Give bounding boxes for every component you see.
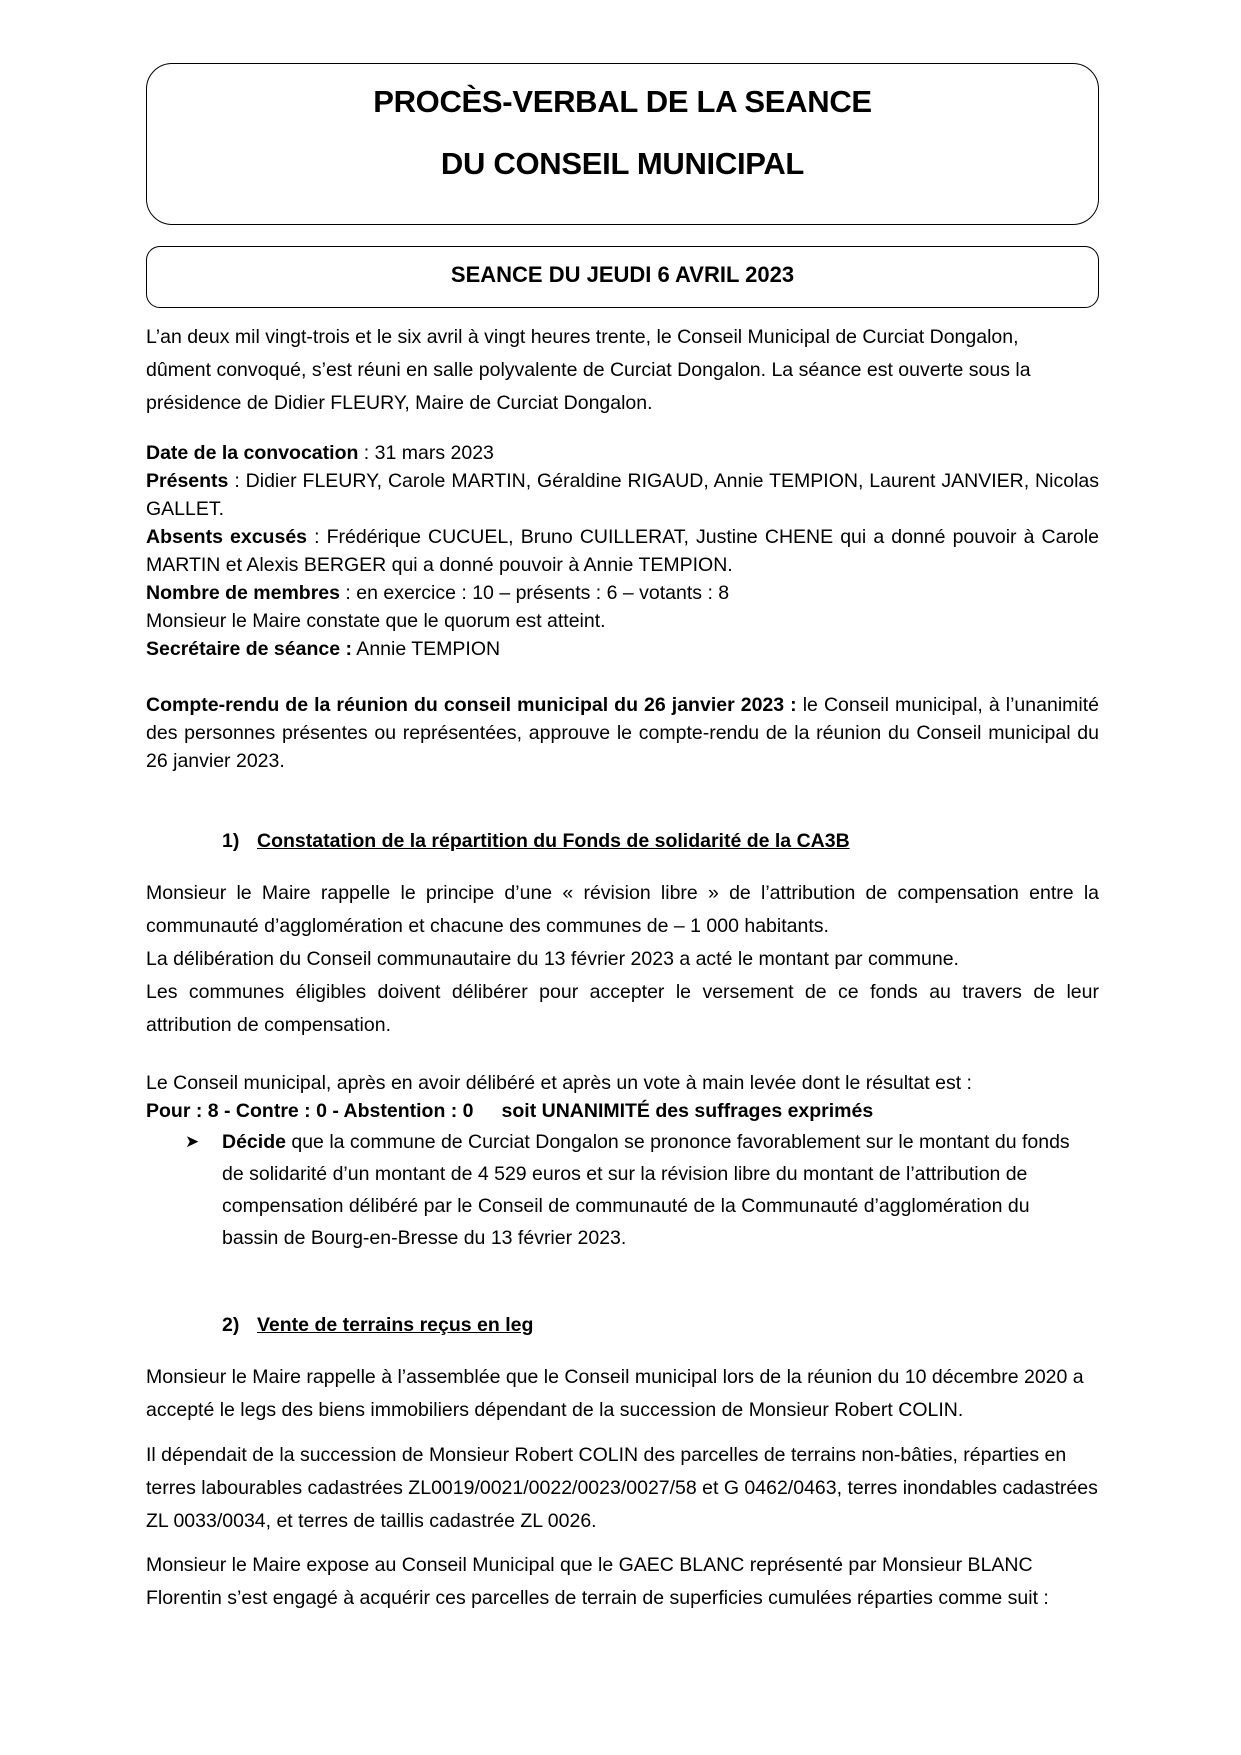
intro-line: L’an deux mil vingt-trois et le six avril à vingt heures trente, le Conseil Municipal de Curciat Dongalon,	[146, 326, 1019, 348]
minutes-approval-text: le Conseil municipal, à l’unanimité des personnes présentes ou représentées, approuve le compte-rendu de la réunion du Conseil municipal du 26 janvier 2023.	[146, 694, 1099, 772]
section2-paragraph: Monsieur le Maire rappelle à l’assemblée que le Conseil municipal lors de la réunion du 10 décembre 2020 a accepté le legs des biens immobiliers dépendant de la succession de Monsieur Robert COLIN.	[146, 1366, 1084, 1421]
present-label: Présents	[146, 470, 229, 492]
convocation-value: : 31 mars 2023	[358, 442, 494, 464]
section1-paragraph: La délibération du Conseil communautaire du 13 février 2023 a acté le montant par commune.	[146, 948, 959, 970]
secretary	[146, 635, 1099, 663]
intro-line: présidence de Didier FLEURY, Maire de Curciat Dongalon.	[146, 392, 653, 414]
section2-number: 2)	[222, 1314, 240, 1336]
arrow-bullet-icon: ➤	[185, 1132, 200, 1151]
document-title-line1: PROCÈS-VERBAL DE LA SEANCE	[373, 84, 872, 119]
decision-text: que la commune de Curciat Dongalon se prononce favorablement sur le montant du fonds de solidarité d’un montant de 4 529 euros et sur la révision libre du montant de l’attribution de compensation délibéré par le Conseil de communauté de la Communauté d’agglomération du bassin de Bourg-en-Bresse du 13 février 2023.	[222, 1131, 1070, 1249]
attendance-block	[146, 439, 1099, 663]
minutes-approval	[146, 691, 1099, 775]
members-value: : en exercice : 10 – présents : 6 – votants : 8	[339, 582, 730, 604]
secretary-label: Secrétaire de séance :	[146, 638, 352, 660]
secretary-value: Annie TEMPION	[351, 638, 501, 660]
quorum-statement: Monsieur le Maire constate que le quorum est atteint.	[146, 610, 606, 632]
decision-text-block	[222, 1126, 1084, 1254]
vote-result: Pour : 8 - Contre : 0 - Abstention : 0	[146, 1100, 474, 1122]
members-label: Nombre de membres	[146, 582, 340, 604]
section2-title: Vente de terrains reçus en leg	[257, 1314, 534, 1336]
section2-paragraph: Il dépendait de la succession de Monsieur Robert COLIN des parcelles de terrains non-bâties, réparties en terres labourables cadastrées ZL0019/0021/0022/0023/0027/58 et G 0462/0463, terres inondables cadastrées ZL 0033/0034, et terres de taillis cadastrée ZL 0026.	[146, 1444, 1098, 1532]
excused-members	[146, 523, 1099, 579]
absent-value: : Frédérique CUCUEL, Bruno CUILLERAT, Justine CHENE qui a donné pouvoir à Carole MARTIN et Alexis BERGER qui a donné pouvoir à Annie TEMPION.	[146, 526, 1099, 576]
intro-line: dûment convoqué, s’est réuni en salle polyvalente de Curciat Dongalon. La séance est ouverte sous la	[146, 359, 1031, 381]
minutes-approval-label: Compte-rendu de la réunion du conseil municipal du 26 janvier 2023 :	[146, 694, 797, 716]
section2-paragraph: Monsieur le Maire expose au Conseil Municipal que le GAEC BLANC représenté par Monsieur BLANC Florentin s’est engagé à acquérir ces parcelles de terrain de superficies cumulées réparties comme suit :	[146, 1554, 1049, 1609]
present-value: : Didier FLEURY, Carole MARTIN, Géraldine RIGAUD, Annie TEMPION, Laurent JANVIER, Nicolas GALLET.	[146, 470, 1099, 520]
vote-intro: Le Conseil municipal, après en avoir délibéré et après un vote à main levée dont le résultat est :	[146, 1072, 972, 1094]
absent-label: Absents excusés	[146, 526, 308, 548]
intro-paragraph	[146, 321, 1099, 420]
section1-title: Constatation de la répartition du Fonds de solidarité de la CA3B	[257, 830, 850, 852]
title-box	[146, 63, 1099, 225]
convocation-date	[146, 439, 1099, 467]
present-members	[146, 467, 1099, 523]
section1-number: 1)	[222, 830, 240, 852]
member-count	[146, 579, 1099, 607]
vote-outcome: soit UNANIMITÉ des suffrages exprimés	[501, 1100, 874, 1122]
session-date: SEANCE DU JEUDI 6 AVRIL 2023	[450, 262, 795, 287]
section1-body	[146, 877, 1099, 1042]
section2-heading	[222, 1311, 533, 1339]
decision-label: Décide	[222, 1131, 286, 1153]
convocation-label: Date de la convocation	[146, 442, 359, 464]
section1-vote	[146, 1069, 1099, 1125]
vote-result-line	[146, 1097, 1099, 1125]
section1-paragraph: Monsieur le Maire rappelle le principe d’une « révision libre » de l’attribution de compensation entre la communauté d’agglomération et chacune des communes de – 1 000 habitants.	[146, 882, 1099, 937]
section1-heading	[222, 827, 850, 855]
document-title-line2: DU CONSEIL MUNICIPAL	[440, 146, 805, 181]
session-date-box	[146, 246, 1099, 308]
section1-paragraph: Les communes éligibles doivent délibérer pour accepter le versement de ce fonds au travers de leur attribution de compensation.	[146, 981, 1099, 1036]
